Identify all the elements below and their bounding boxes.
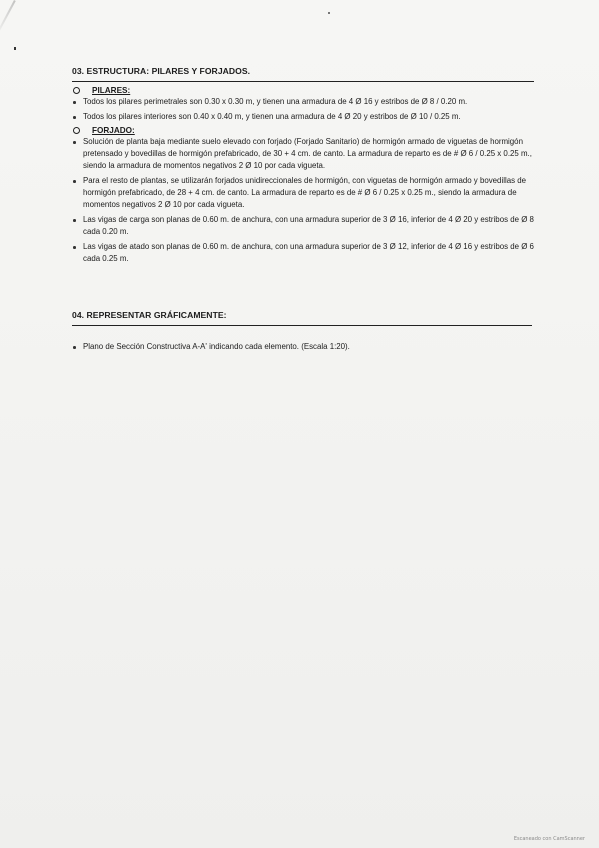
document-body <box>72 66 534 351</box>
circle-bullet-icon <box>73 87 80 94</box>
list-item: Para el resto de plantas, se utilizarán forjados unidireccionales de hormigón, con viguetas de hormigón armado y bovedillas de hormigón prefabricado, de 28 + 4 cm. de canto. La armadura de reparto es de # Ø 6 / 0.25 x 0.25 m., siendo la armadura de momentos negativos 2 Ø 10 por cada vigueta. <box>72 175 534 211</box>
list-item: Todos los pilares perimetrales son 0.30 x 0.30 m, y tienen una armadura de 4 Ø 16 y estribos de Ø 8 / 0.20 m. <box>72 96 534 108</box>
scanner-watermark: Escaneado con CamScanner <box>513 836 585 842</box>
forjado-list <box>72 136 534 265</box>
section-04-list <box>72 340 532 356</box>
list-item: Plano de Sección Constructiva A-A' indicando cada elemento. (Escala 1:20). <box>72 341 532 353</box>
pilares-list <box>72 96 534 123</box>
subsection-label: PILARES: <box>92 86 131 95</box>
list-item: Todos los pilares interiores son 0.40 x 0.40 m, y tienen una armadura de 4 Ø 20 y estribos de Ø 10 / 0.25 m. <box>72 111 534 123</box>
list-item: Las vigas de atado son planas de 0.60 m. de anchura, con una armadura superior de 3 Ø 12, inferior de 4 Ø 16 y estribos de Ø 6 cada 0.25 m. <box>72 241 534 265</box>
circle-bullet-icon <box>73 127 80 134</box>
scan-artifact <box>0 0 16 36</box>
list-item: Solución de planta baja mediante suelo elevado con forjado (Forjado Sanitario) de hormigón armado de viguetas de hormigón pretensado y bovedillas de hormigón prefabricado, de 30 + 4 cm. de canto. La armadura de reparto es de # Ø 6 / 0.25 x 0.25 m., siendo la armadura de momentos negativos 2 Ø 10 por cada vigueta. <box>72 136 534 172</box>
list-item: Las vigas de carga son planas de 0.60 m. de anchura, con una armadura superior de 3 Ø 16, inferior de 4 Ø 20 y estribos de Ø 8 cada 0.20 m. <box>72 214 534 238</box>
subsection-forjado <box>72 126 534 135</box>
subsection-pilares <box>72 86 534 95</box>
scan-artifact-dot <box>328 12 330 14</box>
scan-artifact-dot <box>14 47 16 50</box>
subsection-label: FORJADO: <box>92 126 135 135</box>
section-03-title: 03. ESTRUCTURA: PILARES Y FORJADOS. <box>72 66 534 82</box>
section-04-title: 04. REPRESENTAR GRÁFICAMENTE: <box>72 310 532 326</box>
